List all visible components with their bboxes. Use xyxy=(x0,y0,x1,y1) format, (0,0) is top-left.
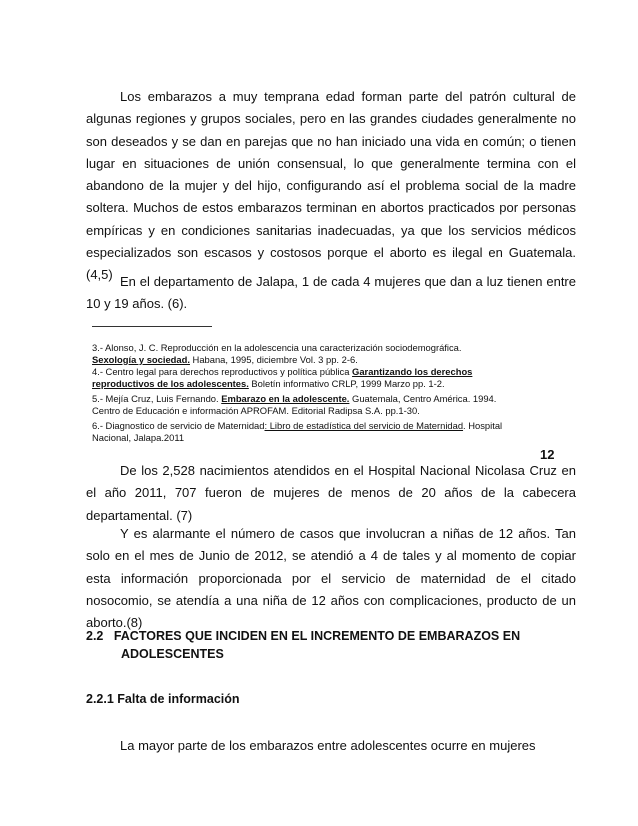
paragraph-early-pregnancy: Los embarazos a muy temprana edad forman parte del patrón cultural de algunas regiones y grupos sociales, pero en las grandes ciudades generalmente no son deseados y se dan en parejas que no han iniciado una vida en común; o tienen lugar en situaciones de unión consensual, lo que generalmente termina con el abandono de la mujer y del hijo, configurando así el problema social de la madre soltera. Muchos de estos embarazos terminan en abortos practicados por personas empíricas y en condiciones sanitarias inadecuadas, ya que los servicios médicos especializados son escasos y costosos porque el aborto es ilegal en Guatemala. (4,5) xyxy=(86,89,576,283)
subsection-heading: 2.2.1 Falta de información xyxy=(86,692,240,706)
section-heading: 2.2 FACTORES QUE INCIDEN EN EL INCREMENTO DE EMBARAZOS EN ADOLESCENTES xyxy=(86,629,521,661)
paragraph-births-2011: De los 2,528 nacimientos atendidos en el Hospital Nacional Nicolasa Cruz en el año 2011, 707 fueron de mujeres de menos de 20 años de la cabecera departamental. (7) xyxy=(86,463,576,523)
paragraph-alarming-cases: Y es alarmante el número de casos que involucran a niñas de 12 años. Tan solo en el mes de Junio de 2012, se atendió a 4 de tales y al momento de copiar esta información proporcionada por el servicio de maternidad de el citado nosocomio, se atendía a una niña de 12 años con complicaciones, producto de un aborto.(8) xyxy=(86,526,576,631)
footnote-3: 3.- Alonso, J. C. Reproducción en la adolescencia una caracterización sociodemográfica. Sexología y sociedad. Habana, 1995, diciembre Vol. 3 pp. 2-6. xyxy=(92,342,462,365)
paragraph-info-lack: La mayor parte de los embarazos entre adolescentes ocurre en mujeres xyxy=(120,738,536,753)
footnote-4: 4.- Centro legal para derechos reproductivos y política pública Garantizando los derechos reproductivos de los adolescentes. Boletín informativo CRLP, 1999 Marzo pp. 1-2. xyxy=(92,366,473,389)
footnote-separator xyxy=(92,326,212,327)
footnote-6: 6.- Diagnostico de servicio de Maternidad: Libro de estadística del servicio de Maternidad. Hospital Nacional, Jalapa.2011 xyxy=(92,420,503,443)
footnote-5: 5.- Mejía Cruz, Luis Fernando. Embarazo en la adolescente. Guatemala, Centro América. 1994. Centro de Educación e información APROFAM. Editorial Radipsa S.A. pp.1-30. xyxy=(92,393,497,416)
page-number: 12 xyxy=(540,447,555,462)
paragraph-jalapa-stat: En el departamento de Jalapa, 1 de cada 4 mujeres que dan a luz tienen entre 10 y 19 años. (6). xyxy=(86,274,576,312)
